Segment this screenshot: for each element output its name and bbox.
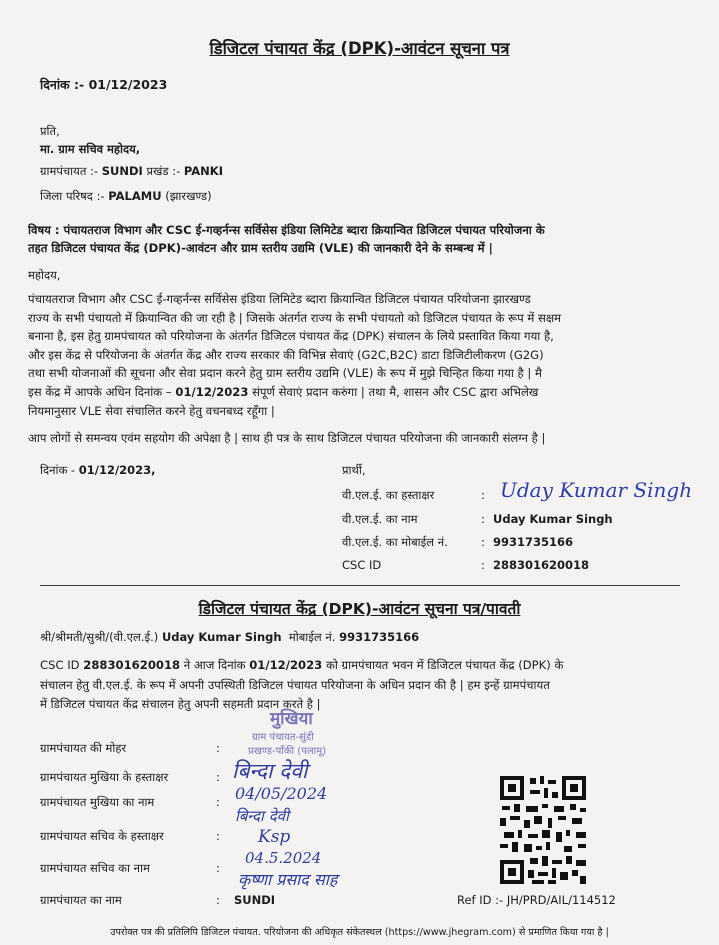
body-line: बनाना है, इस हेतु ग्रामपंचायत को परियोजना के अंतर्गत डिजिटल पंचायत केंद्र (DPK) संचालन के लिये प्रस्तावित किया गया है, [28, 329, 554, 344]
letter-date [40, 76, 167, 93]
body-line: नियमानुसार VLE सेवा संचालित करने हेतु वचनबध्द रहूँगा | [28, 403, 275, 418]
body-text: इस केंद्र में आपके अधिन दिनांक – [28, 384, 172, 399]
mukhiya-signature: बिन्दा देवी [232, 759, 308, 783]
gp-value: SUNDI [101, 164, 143, 178]
vle-name-label: वी.एल.ई. का नाम [342, 512, 418, 526]
stamp-line-2: ग्राम पंचायत-सुंडी [252, 732, 314, 743]
body-line [28, 383, 696, 402]
district-label: जिला परिषद :- [40, 189, 105, 203]
applicant-date [40, 463, 156, 478]
prati: प्रति, [40, 124, 60, 138]
district-state: (झारखण्ड) [165, 189, 212, 203]
vle-mobile-value: 9931735166 [493, 535, 574, 549]
body-line: राज्य के सभी पंचायतो में क्रियान्वित की जा रही है | जिसके अंतर्गत राज्य के सभी पंचायतो को डिजिटल पंचायत के रूप में सक्षम [28, 310, 562, 325]
mukhiya-name-label: ग्रामपंचायत मुखिया का नाम [40, 795, 155, 809]
vle-name-value: Uday Kumar Singh [493, 512, 613, 526]
receipt-date: 01/12/2023 [249, 658, 323, 672]
page-title: डिजिटल पंचायत केंद्र (DPK)-आवंटन सूचना पत्र [209, 39, 510, 58]
qr-code [500, 776, 586, 884]
body-line: तथा सभी योजनाओं की सूचना और सेवा प्रदान करने हेतु ग्राम स्तरीय उद्यमि (VLE) के रूप में मुझे चिन्हित किया गया है | मै [28, 366, 542, 381]
shri-name: Uday Kumar Singh [161, 630, 282, 644]
ref-id [457, 893, 616, 907]
vle-sign-label: वी.एल.ई. का हस्ताक्षर [342, 488, 435, 502]
mukhiya-name-colon: : [216, 795, 220, 809]
receipt-title: डिजिटल पंचायत केंद्र (DPK)-आवंटन सूचना पत्र/पावती [198, 600, 521, 618]
vle-csc-colon: : [481, 558, 485, 572]
mukhiya-sign-colon: : [216, 770, 220, 784]
gp-name-label: ग्रामपंचायत का नाम [40, 893, 122, 907]
block-label: प्रखंड :- [146, 164, 181, 178]
sachiv-sign-colon: : [216, 829, 220, 843]
sachiv-name-handwritten: कृष्णा प्रसाद साह [238, 870, 338, 889]
sachiv-sign-date: 04.5.2024 [245, 849, 322, 867]
recipient-name: मा. ग्राम सचिव महोदय, [40, 142, 141, 156]
ref-id-label: Ref ID :- [457, 893, 504, 907]
receipt-mobile-value: 9931735166 [339, 630, 420, 644]
date-label: दिनांक :- [40, 77, 85, 92]
vle-name-colon: : [481, 512, 485, 526]
ref-id-value: JH/PRD/AIL/114512 [506, 893, 616, 907]
sachiv-name-colon: : [216, 861, 220, 875]
mukhiya-sign-label: ग्रामपंचायत मुखिया के हस्ताक्षर [40, 770, 169, 784]
applicant-date-label: दिनांक - [40, 463, 76, 477]
vle-csc-value: 288301620018 [493, 558, 590, 572]
gp-seal-label: ग्रामपंचायत की मोहर [40, 741, 127, 755]
gp-seal-colon: : [216, 741, 220, 755]
receipt-text: को ग्रामपंचायत भवन में डिजिटल पंचायत केंद्र (DPK) के [325, 658, 564, 672]
subject-line-2: तहत डिजिटल पंचायत केंद्र (DPK)-आवंटन और ग्राम स्तरीय उद्यमि (VLE) की जानकारी देने के सम्बन्ध में | [28, 241, 493, 255]
body-line: और इस केंद्र से परियोजना के अंतर्गत केंद्र और राज्य सरकार की विभिन्न सेवाएं (G2C,B2C) डाटा डिजिटीलीकरण (G2G) [28, 347, 544, 362]
vle-csc-label: CSC ID [342, 558, 382, 572]
receipt-shri-line [40, 630, 419, 645]
receipt-mobile-label: मोबाईल नं. [288, 630, 336, 644]
body-date: 01/12/2023 [175, 384, 249, 399]
receipt-line: संचालन हेतु वी.एल.ई. के रूप में अपनी उपस्थिती डिजिटल पंचायत परियोजना के अधिन प्रदान की है | हम इन्हें ग्रामपंचायत [40, 677, 550, 692]
stamp-line-1: मुखिया [270, 709, 313, 729]
receipt-text: ने आज दिनांक [183, 658, 246, 672]
prarthi: प्रार्थी, [342, 463, 366, 477]
mukhiya-sign-date: 04/05/2024 [235, 784, 328, 803]
mukhiya-stamp [248, 706, 378, 757]
gp-line [40, 164, 223, 179]
applicant-date-value: 01/12/2023, [78, 463, 156, 477]
gp-name-value: SUNDI [234, 893, 276, 907]
subject-line-1: विषय : पंचायतराज विभाग और CSC ई-गव्हर्नन्स सर्विसेस इंडिया लिमिटेड ब्दारा क्रियान्वित डिजिटल पंचायत परियोजना के [28, 223, 545, 237]
salutation: महोदय, [28, 268, 61, 282]
stamp-line-3: प्रखण्ड-पाँकी (पलामू) [248, 746, 327, 757]
body-line: पंचायतराज विभाग और CSC ई-गव्हर्नन्स सर्विसेस इंडिया लिमिटेड ब्दारा क्रियान्वित डिजिटल पंचायत परियोजना झारखण्ड [28, 292, 531, 306]
vle-mobile-label: वी.एल.ई. का मोबाईल नं. [342, 535, 448, 549]
sachiv-name-label: ग्रामपंचायत सचिव का नाम [40, 861, 150, 875]
section-divider [40, 585, 680, 586]
subject [28, 221, 696, 257]
date-value: 01/12/2023 [88, 77, 168, 92]
footer-note: उपरोक्त पत्र की प्रतिलिपि डिजिटल पंचायत. परियोजना की अधिकृत संकेतस्थल (https://www.jhegram.com) से प्रमाणित किया गया है | [110, 927, 609, 938]
gp-name-colon: : [216, 893, 220, 907]
body-line: आप लोगों से समन्वय एवंम सहयोग की अपेक्षा है | साथ ही पत्र के साथ डिजिटल पंचायत परियोजना की जानकारी संलग्न है | [28, 431, 546, 445]
mukhiya-name-handwritten: बिन्दा देवी [235, 807, 289, 825]
receipt-csc-value: 288301620018 [83, 658, 181, 672]
receipt-csc-label: CSC ID [40, 658, 80, 672]
gp-label: ग्रामपंचायत :- [40, 164, 99, 178]
vle-sign-colon: : [481, 488, 485, 502]
body-paragraph [28, 290, 696, 420]
sachiv-sign-label: ग्रामपंचायत सचिव के हस्ताक्षर [40, 829, 164, 843]
block-value: PANKI [183, 164, 223, 178]
district-value: PALAMU [108, 189, 162, 203]
vle-signature: Uday Kumar Singh [500, 478, 693, 502]
sachiv-signature: Ksp [258, 827, 291, 847]
district-line [40, 189, 212, 204]
body-text: संपूर्ण सेवाएं प्रदान करुंगा | तथा मै, शासन और CSC द्वारा अभिलेख [248, 384, 539, 399]
vle-mobile-colon: : [481, 535, 485, 549]
shri-prefix: श्री/श्रीमती/सुश्री/(वी.एल.ई.) [40, 630, 159, 644]
receipt-line [40, 656, 690, 676]
receipt-line: में डिजिटल पंचायत केंद्र संचालन हेतु अपनी सहमती प्रदान करते है | [40, 697, 321, 711]
body-closing [28, 429, 696, 448]
